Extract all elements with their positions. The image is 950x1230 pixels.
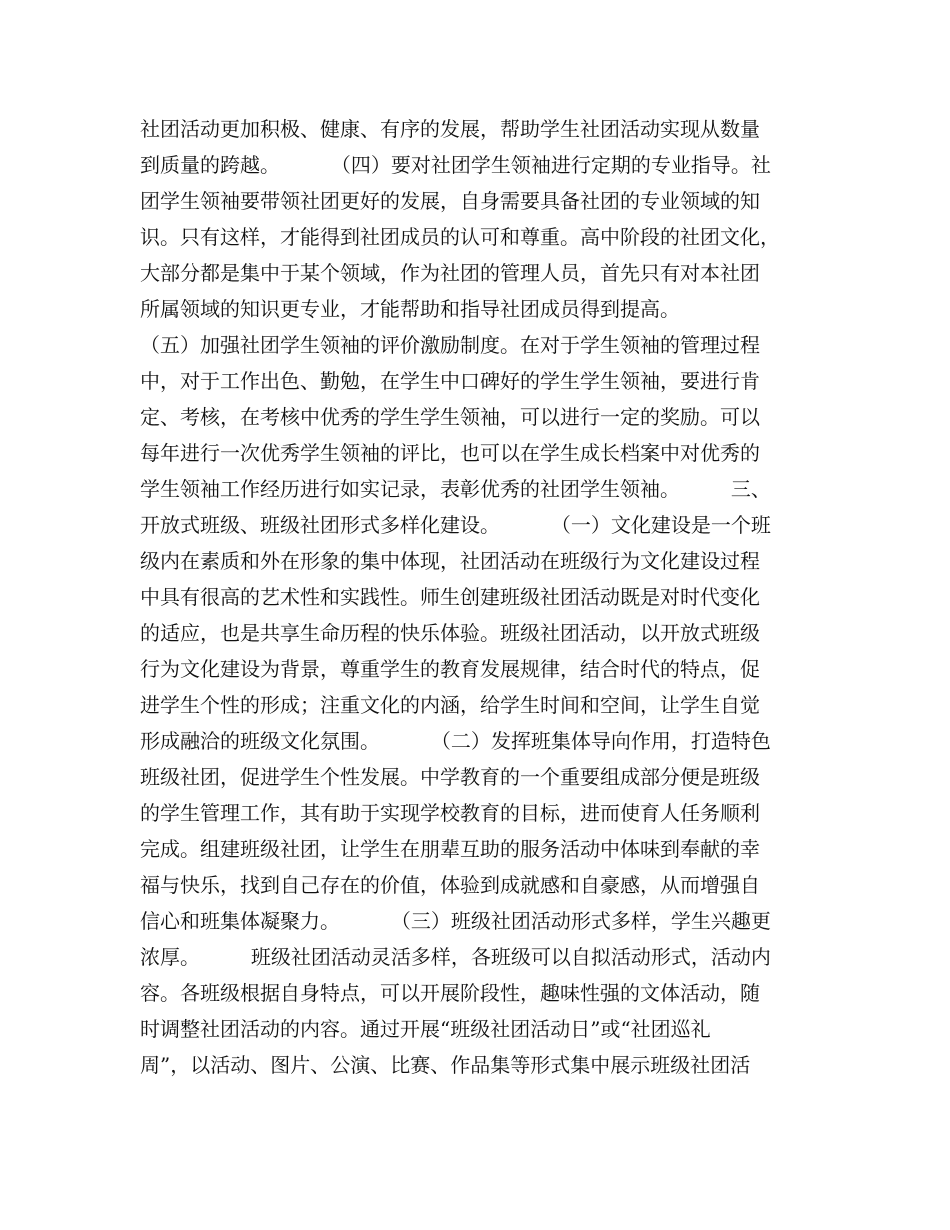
text-line: （五）加强社团学生领袖的评价激励制度。在对于学生领袖的管理过程	[140, 333, 760, 357]
text-line: 行为文化建设为背景，尊重学生的教育发展规律，结合时代的特点，促	[140, 657, 760, 681]
text-line: 识。只有这样，才能得到社团成员的认可和尊重。高中阶段的社团文化，	[140, 225, 780, 249]
text-line: 社团活动更加积极、健康、有序的发展，帮助学生社团活动实现从数量	[140, 117, 760, 141]
text-line: 大部分都是集中于某个领域，作为社团的管理人员，首先只有对本社团	[140, 261, 760, 285]
text-line: 进学生个性的形成；注重文化的内涵，给学生时间和空间，让学生自觉	[140, 693, 760, 717]
text-line: 中，对于工作出色、勤勉，在学生中口碑好的学生学生领袖，要进行肯	[140, 369, 760, 393]
body-text	[140, 111, 820, 1083]
text-line: 每年进行一次优秀学生领袖的评比，也可以在学生成长档案中对优秀的	[140, 441, 760, 465]
text-line: 浓厚。 班级社团活动灵活多样，各班级可以自拟活动形式，活动内	[140, 945, 771, 969]
text-line: 周”，以活动、图片、公演、比赛、作品集等形式集中展示班级社团活	[140, 1053, 751, 1077]
text-line: 形成融洽的班级文化氛围。 （二）发挥班集体导向作用，打造特色	[140, 729, 771, 753]
text-line: 的学生管理工作，其有助于实现学校教育的目标，进而使育人任务顺利	[140, 801, 760, 825]
text-line: 的适应，也是共享生命历程的快乐体验。班级社团活动，以开放式班级	[140, 621, 760, 645]
text-line: 到质量的跨越。 （四）要对社团学生领袖进行定期的专业指导。社	[140, 153, 771, 177]
text-line: 定、考核，在考核中优秀的学生学生领袖，可以进行一定的奖励。可以	[140, 405, 760, 429]
text-line: 中具有很高的艺术性和实践性。师生创建班级社团活动既是对时代变化	[140, 585, 760, 609]
text-line: 班级社团，促进学生个性发展。中学教育的一个重要组成部分便是班级	[140, 765, 760, 789]
text-line: 容。各班级根据自身特点，可以开展阶段性，趣味性强的文体活动，随	[140, 981, 760, 1005]
text-line: 开放式班级、班级社团形式多样化建设。 （一）文化建设是一个班	[140, 513, 771, 537]
text-line: 团学生领袖要带领社团更好的发展，自身需要具备社团的专业领域的知	[140, 189, 760, 213]
text-line: 所属领域的知识更专业，才能帮助和指导社团成员得到提高。	[140, 297, 680, 321]
text-line: 信心和班集体凝聚力。 （三）班级社团活动形式多样，学生兴趣更	[140, 909, 771, 933]
text-line: 级内在素质和外在形象的集中体现，社团活动在班级行为文化建设过程	[140, 549, 760, 573]
text-line: 福与快乐，找到自己存在的价值，体验到成就感和自豪感，从而增强自	[140, 873, 760, 897]
text-line: 学生领袖工作经历进行如实记录，表彰优秀的社团学生领袖。 三、	[140, 477, 771, 501]
text-line: 完成。组建班级社团，让学生在朋辈互助的服务活动中体味到奉献的幸	[140, 837, 760, 861]
text-line: 时调整社团活动的内容。通过开展“班级社团活动日”或“社团巡礼	[140, 1017, 711, 1041]
